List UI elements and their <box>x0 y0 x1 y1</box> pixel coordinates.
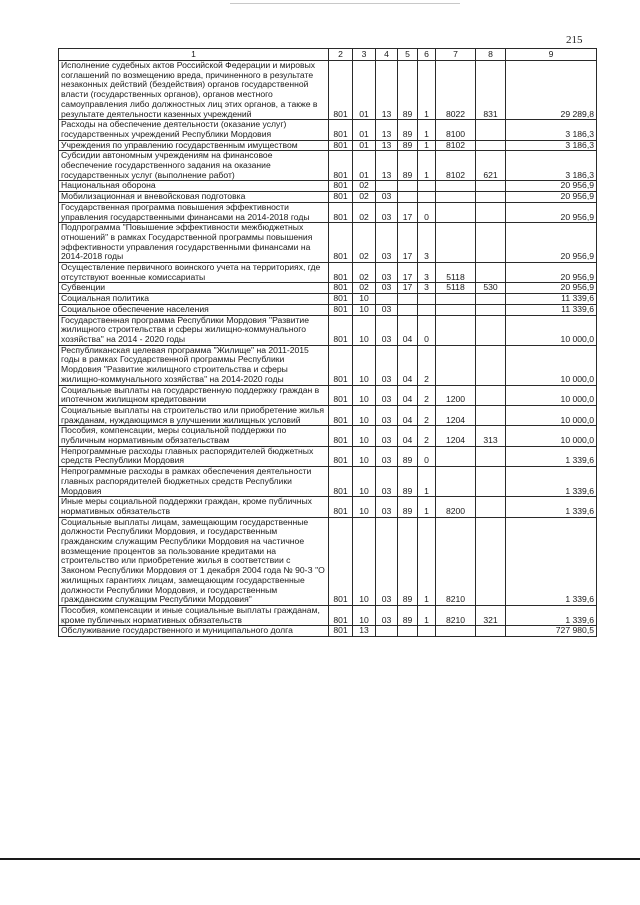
row-code-7: 8022 <box>436 61 476 120</box>
row-code-7 <box>436 446 476 466</box>
row-code-7 <box>436 315 476 345</box>
row-code-8 <box>476 405 506 425</box>
table-row <box>59 315 597 345</box>
table-row <box>59 405 597 425</box>
table-row <box>59 626 597 637</box>
row-name: Подпрограмма "Повышение эффективности межбюджетных отношений" в рамках Государственной программы повышения эффективности управления государственными финансами на 2014-2018 годы <box>59 223 329 263</box>
row-code-2: 801 <box>329 626 353 637</box>
row-code-7: 8102 <box>436 151 476 181</box>
row-code-3: 10 <box>353 385 376 405</box>
row-code-6 <box>418 181 436 192</box>
row-code-6: 2 <box>418 385 436 405</box>
table-body <box>59 61 597 637</box>
row-code-7: 8102 <box>436 140 476 151</box>
row-code-8: 321 <box>476 605 506 625</box>
row-code-7: 1204 <box>436 426 476 446</box>
row-code-2: 801 <box>329 517 353 605</box>
row-code-5: 89 <box>398 605 418 625</box>
row-code-7: 8200 <box>436 497 476 517</box>
row-code-2: 801 <box>329 192 353 203</box>
row-code-2: 801 <box>329 405 353 425</box>
row-name: Социальное обеспечение населения <box>59 304 329 315</box>
row-amount: 10 000,0 <box>506 385 597 405</box>
row-name: Субсидии автономным учреждениям на финансовое обеспечение государственного задания на оказание государственных услуг (выполнение работ) <box>59 151 329 181</box>
row-code-4: 03 <box>376 426 398 446</box>
row-amount: 3 186,3 <box>506 120 597 140</box>
row-code-4: 03 <box>376 304 398 315</box>
row-code-3: 10 <box>353 605 376 625</box>
row-code-2: 801 <box>329 497 353 517</box>
col-header: 6 <box>418 49 436 61</box>
row-code-4: 03 <box>376 223 398 263</box>
row-code-5: 04 <box>398 426 418 446</box>
row-name: Расходы на обеспечение деятельности (оказание услуг) государственных учреждений Республики Мордовия <box>59 120 329 140</box>
table-row <box>59 497 597 517</box>
row-code-3: 10 <box>353 345 376 385</box>
row-code-6: 0 <box>418 446 436 466</box>
row-amount: 10 000,0 <box>506 426 597 446</box>
row-code-3: 10 <box>353 467 376 497</box>
row-code-2: 801 <box>329 61 353 120</box>
row-code-7: 8100 <box>436 120 476 140</box>
row-code-4: 03 <box>376 192 398 203</box>
row-code-4: 03 <box>376 517 398 605</box>
row-code-7: 8210 <box>436 517 476 605</box>
row-code-7 <box>436 202 476 222</box>
row-code-5: 04 <box>398 405 418 425</box>
row-code-3: 02 <box>353 223 376 263</box>
row-code-8 <box>476 263 506 283</box>
row-code-2: 801 <box>329 385 353 405</box>
row-code-5 <box>398 181 418 192</box>
row-code-4: 03 <box>376 497 398 517</box>
row-amount: 20 956,9 <box>506 181 597 192</box>
col-header: 4 <box>376 49 398 61</box>
row-code-2: 801 <box>329 151 353 181</box>
row-code-2: 801 <box>329 263 353 283</box>
table-row <box>59 140 597 151</box>
table-row <box>59 283 597 294</box>
row-code-2: 801 <box>329 202 353 222</box>
row-code-7 <box>436 192 476 203</box>
row-name: Осуществление первичного воинского учета на территориях, где отсутствуют военные комиссариаты <box>59 263 329 283</box>
table-row <box>59 120 597 140</box>
row-name: Государственная программа повышения эффективности управления государственными финансами на 2014-2018 годы <box>59 202 329 222</box>
row-amount: 1 339,6 <box>506 517 597 605</box>
row-code-4: 03 <box>376 605 398 625</box>
row-code-7: 5118 <box>436 263 476 283</box>
row-code-3: 10 <box>353 304 376 315</box>
scan-bottom-bar <box>0 858 640 860</box>
row-name: Социальные выплаты на государственную поддержку граждан в ипотечном жилищном кредитовании <box>59 385 329 405</box>
table-row <box>59 426 597 446</box>
row-name: Исполнение судебных актов Российской Федерации и мировых соглашений по возмещению вреда, причиненного в результате незаконных действий (бездействия) органов государственной власти (государственных органов), органов местного самоуправления либо должностных лиц этих органов, а также в результате деятельности казенных учреждений <box>59 61 329 120</box>
row-code-3: 10 <box>353 517 376 605</box>
row-code-5: 89 <box>398 140 418 151</box>
row-amount: 1 339,6 <box>506 446 597 466</box>
row-code-7: 1204 <box>436 405 476 425</box>
row-code-7: 8210 <box>436 605 476 625</box>
table-row <box>59 517 597 605</box>
table-row <box>59 467 597 497</box>
table-row <box>59 151 597 181</box>
row-code-7: 1200 <box>436 385 476 405</box>
row-code-4 <box>376 181 398 192</box>
row-code-5 <box>398 304 418 315</box>
scan-top-rule <box>230 3 460 4</box>
row-code-7 <box>436 467 476 497</box>
table-row <box>59 345 597 385</box>
row-amount: 1 339,6 <box>506 605 597 625</box>
row-code-5 <box>398 294 418 305</box>
row-code-3: 10 <box>353 294 376 305</box>
row-amount: 1 339,6 <box>506 467 597 497</box>
row-code-3: 01 <box>353 151 376 181</box>
row-code-2: 801 <box>329 605 353 625</box>
row-code-6: 1 <box>418 605 436 625</box>
row-name: Республиканская целевая программа "Жилище" на 2011-2015 годы в рамках Государственной программы Республики Мордовия "Развитие жилищного строительства и сферы жилищно-коммунального хозяйства" на 2014-2020 годы <box>59 345 329 385</box>
row-code-4: 03 <box>376 446 398 466</box>
row-code-8 <box>476 304 506 315</box>
row-code-6: 1 <box>418 467 436 497</box>
table-row <box>59 446 597 466</box>
row-code-7: 5118 <box>436 283 476 294</box>
row-amount: 3 186,3 <box>506 140 597 151</box>
row-code-6 <box>418 294 436 305</box>
row-code-2: 801 <box>329 446 353 466</box>
row-code-7 <box>436 294 476 305</box>
row-code-4: 03 <box>376 467 398 497</box>
row-code-6: 1 <box>418 517 436 605</box>
row-code-6: 2 <box>418 345 436 385</box>
table-row <box>59 304 597 315</box>
row-code-5: 17 <box>398 283 418 294</box>
row-code-7 <box>436 181 476 192</box>
row-name: Пособия, компенсации, меры социальной поддержки по публичным нормативным обязательствам <box>59 426 329 446</box>
row-code-4: 03 <box>376 263 398 283</box>
row-name: Учреждения по управлению государственным имуществом <box>59 140 329 151</box>
row-amount: 10 000,0 <box>506 315 597 345</box>
row-code-6: 3 <box>418 223 436 263</box>
row-code-6: 3 <box>418 283 436 294</box>
row-code-8 <box>476 140 506 151</box>
row-code-6: 2 <box>418 426 436 446</box>
row-code-5: 89 <box>398 446 418 466</box>
row-amount: 3 186,3 <box>506 151 597 181</box>
row-code-4: 13 <box>376 151 398 181</box>
col-header: 2 <box>329 49 353 61</box>
row-name: Социальные выплаты на строительство или приобретение жилья гражданам, нуждающимся в улучшении жилищных условий <box>59 405 329 425</box>
table-row <box>59 294 597 305</box>
row-amount: 11 339,6 <box>506 304 597 315</box>
col-header: 3 <box>353 49 376 61</box>
row-code-8 <box>476 223 506 263</box>
row-code-2: 801 <box>329 223 353 263</box>
row-name: Мобилизационная и вневойсковая подготовка <box>59 192 329 203</box>
row-code-5: 89 <box>398 467 418 497</box>
row-code-4: 03 <box>376 202 398 222</box>
row-code-5: 89 <box>398 61 418 120</box>
row-code-6 <box>418 626 436 637</box>
row-code-5: 04 <box>398 385 418 405</box>
row-amount: 20 956,9 <box>506 283 597 294</box>
row-code-4 <box>376 626 398 637</box>
row-amount: 727 980,5 <box>506 626 597 637</box>
row-code-6: 0 <box>418 202 436 222</box>
row-name: Социальная политика <box>59 294 329 305</box>
row-code-8 <box>476 345 506 385</box>
row-code-3: 02 <box>353 283 376 294</box>
row-amount: 10 000,0 <box>506 405 597 425</box>
table-row <box>59 223 597 263</box>
row-code-3: 10 <box>353 426 376 446</box>
row-code-2: 801 <box>329 304 353 315</box>
row-code-4: 03 <box>376 345 398 385</box>
row-code-8 <box>476 497 506 517</box>
row-code-2: 801 <box>329 426 353 446</box>
row-code-7 <box>436 626 476 637</box>
row-name: Национальная оборона <box>59 181 329 192</box>
row-code-3: 02 <box>353 181 376 192</box>
row-code-4: 13 <box>376 61 398 120</box>
row-amount: 20 956,9 <box>506 192 597 203</box>
row-name: Иные меры социальной поддержки граждан, кроме публичных нормативных обязательств <box>59 497 329 517</box>
row-code-6: 3 <box>418 263 436 283</box>
row-code-3: 02 <box>353 192 376 203</box>
row-code-5: 89 <box>398 151 418 181</box>
row-code-5: 17 <box>398 223 418 263</box>
row-code-8: 621 <box>476 151 506 181</box>
row-code-8 <box>476 294 506 305</box>
row-code-4: 03 <box>376 283 398 294</box>
row-code-5 <box>398 626 418 637</box>
table-row <box>59 385 597 405</box>
row-code-8 <box>476 192 506 203</box>
row-code-3: 10 <box>353 405 376 425</box>
row-name: Субвенции <box>59 283 329 294</box>
row-code-7 <box>436 304 476 315</box>
row-code-5: 89 <box>398 497 418 517</box>
row-code-2: 801 <box>329 294 353 305</box>
row-code-8 <box>476 517 506 605</box>
row-code-6: 0 <box>418 315 436 345</box>
row-code-8: 313 <box>476 426 506 446</box>
row-code-3: 01 <box>353 120 376 140</box>
row-code-8 <box>476 467 506 497</box>
row-code-8 <box>476 385 506 405</box>
row-code-4 <box>376 294 398 305</box>
row-code-6 <box>418 192 436 203</box>
row-code-5 <box>398 192 418 203</box>
row-amount: 29 289,8 <box>506 61 597 120</box>
row-code-6 <box>418 304 436 315</box>
row-code-6: 1 <box>418 497 436 517</box>
row-code-5: 17 <box>398 202 418 222</box>
row-code-2: 801 <box>329 120 353 140</box>
row-code-8 <box>476 202 506 222</box>
table-row <box>59 605 597 625</box>
table-row <box>59 202 597 222</box>
col-header: 5 <box>398 49 418 61</box>
row-code-2: 801 <box>329 181 353 192</box>
row-name: Социальные выплаты лицам, замещающим государственные должности Республики Мордовия, и государственным гражданским служащим Республики Мордовия на частичное возмещение процентов за пользование кредитами на строительство или приобретение жилья в соответствии с Законом Республики Мордовия от 1 декабря 2004 года № 90-З "О жилищных гарантиях лицам, замещающим государственные должности Республики Мордовия, и государственным гражданским служащим Республики Мордовия" <box>59 517 329 605</box>
row-code-4: 13 <box>376 120 398 140</box>
col-header: 9 <box>506 49 597 61</box>
row-name: Обслуживание государственного и муниципального долга <box>59 626 329 637</box>
row-code-8: 831 <box>476 61 506 120</box>
col-header: 1 <box>59 49 329 61</box>
budget-table <box>58 48 597 637</box>
row-code-6: 2 <box>418 405 436 425</box>
row-amount: 11 339,6 <box>506 294 597 305</box>
row-code-5: 89 <box>398 517 418 605</box>
table-header-row <box>59 49 597 61</box>
row-code-4: 03 <box>376 385 398 405</box>
row-code-3: 10 <box>353 497 376 517</box>
row-code-8 <box>476 446 506 466</box>
row-code-3: 13 <box>353 626 376 637</box>
row-code-2: 801 <box>329 315 353 345</box>
table-row <box>59 263 597 283</box>
row-code-3: 01 <box>353 140 376 151</box>
row-code-4: 03 <box>376 315 398 345</box>
row-code-5: 04 <box>398 345 418 385</box>
row-code-8 <box>476 315 506 345</box>
row-code-6: 1 <box>418 61 436 120</box>
table-row <box>59 61 597 120</box>
row-code-3: 10 <box>353 446 376 466</box>
row-name: Непрограммные расходы главных распорядителей бюджетных средств Республики Мордовия <box>59 446 329 466</box>
row-amount: 20 956,9 <box>506 202 597 222</box>
col-header: 7 <box>436 49 476 61</box>
row-code-2: 801 <box>329 283 353 294</box>
row-code-3: 01 <box>353 61 376 120</box>
col-header: 8 <box>476 49 506 61</box>
row-code-7 <box>436 223 476 263</box>
row-code-3: 02 <box>353 202 376 222</box>
row-amount: 20 956,9 <box>506 263 597 283</box>
row-code-8 <box>476 181 506 192</box>
row-code-3: 10 <box>353 315 376 345</box>
row-code-2: 801 <box>329 140 353 151</box>
row-amount: 1 339,6 <box>506 497 597 517</box>
row-code-6: 1 <box>418 140 436 151</box>
page-number: 215 <box>566 34 583 46</box>
row-code-5: 04 <box>398 315 418 345</box>
table-row <box>59 181 597 192</box>
row-code-2: 801 <box>329 345 353 385</box>
row-name: Непрограммные расходы в рамках обеспечения деятельности главных распорядителей бюджетных средств Республики Мордовия <box>59 467 329 497</box>
row-code-6: 1 <box>418 120 436 140</box>
row-code-6: 1 <box>418 151 436 181</box>
row-name: Пособия, компенсации и иные социальные выплаты гражданам, кроме публичных нормативных обязательств <box>59 605 329 625</box>
table-row <box>59 192 597 203</box>
row-code-4: 03 <box>376 405 398 425</box>
row-amount: 10 000,0 <box>506 345 597 385</box>
row-code-8 <box>476 626 506 637</box>
row-code-8 <box>476 120 506 140</box>
row-amount: 20 956,9 <box>506 223 597 263</box>
row-code-4: 13 <box>376 140 398 151</box>
row-code-2: 801 <box>329 467 353 497</box>
row-code-8: 530 <box>476 283 506 294</box>
row-code-3: 02 <box>353 263 376 283</box>
row-code-7 <box>436 345 476 385</box>
row-code-5: 17 <box>398 263 418 283</box>
row-code-5: 89 <box>398 120 418 140</box>
row-name: Государственная программа Республики Мордовия "Развитие жилищного строительства и сферы жилищно-коммунального хозяйства" на 2014 - 2020 годы <box>59 315 329 345</box>
